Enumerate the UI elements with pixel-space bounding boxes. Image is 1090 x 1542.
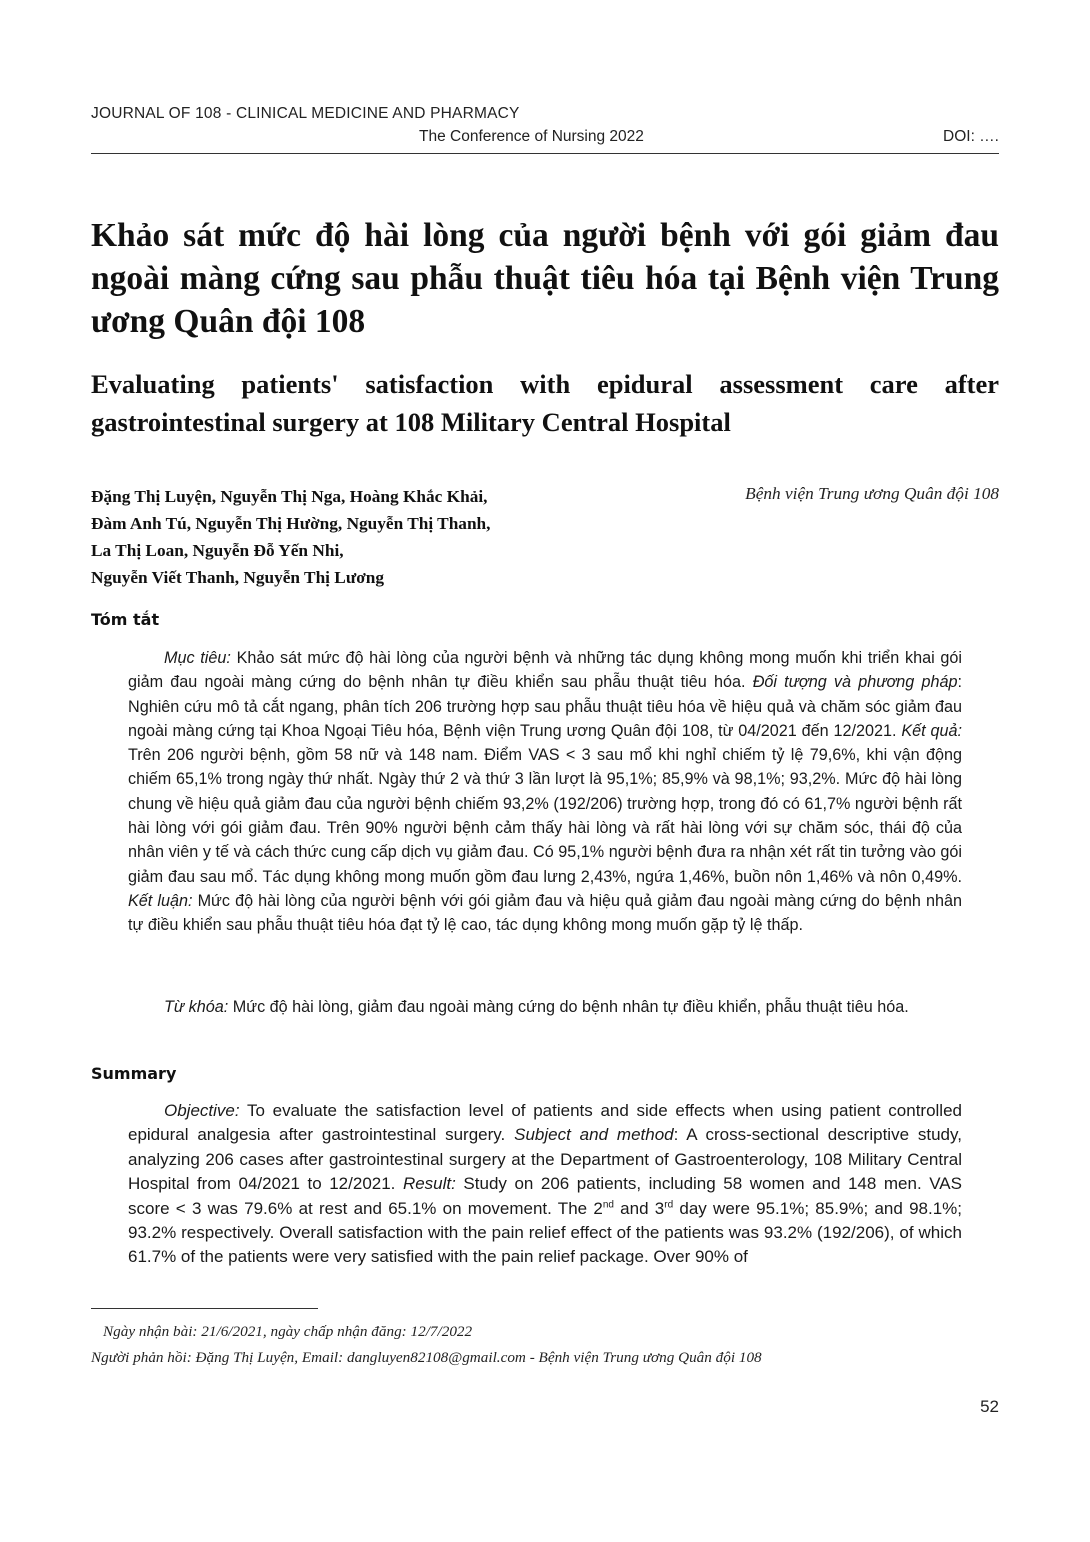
- method-label: Đối tượng và phương pháp: [752, 673, 958, 692]
- footnote-rule: [91, 1308, 318, 1309]
- abstract-en-body: [128, 1099, 962, 1270]
- objective-label: Objective:: [164, 1101, 240, 1120]
- author-line: Đàm Anh Tú, Nguyễn Thị Hường, Nguyễn Thị Thanh,: [91, 514, 491, 533]
- objective-text: To evaluate the satisfaction level of patients and side effects when using patient controlled epidural analgesia after gastrointestinal surgery.: [128, 1101, 962, 1145]
- method-text: : A cross-sectional descriptive study, analyzing 206 cases after gastrointestinal surgery at the Department of Gastroenterology, 108 Military Central Hospital from 04/2021 to 12/2021.: [128, 1125, 962, 1194]
- journal-name: JOURNAL OF 108 - CLINICAL MEDICINE AND PHARMACY: [91, 105, 520, 122]
- page-number: 52: [980, 1397, 999, 1416]
- conclusion-text: Mức độ hài lòng của người bệnh với gói giảm đau và hiệu quả giảm đau ngoài màng cứng do bệnh nhân tự điều khiển sau phẫu thuật tiêu hóa đạt tỷ lệ cao, tác dụng không mong muốn gặp tỷ lệ thấp.: [128, 891, 962, 935]
- objective-label: Mục tiêu:: [164, 649, 231, 667]
- abstract-vi-body: [128, 646, 962, 938]
- superscript-nd: nd: [602, 1198, 614, 1210]
- author-line: Đặng Thị Luyện, Nguyễn Thị Nga, Hoàng Khắc Khải,: [91, 487, 488, 506]
- result-text: Study on 206 patients, including 58 women and 148 men. VAS score < 3 was 79.6% at rest and 65.1% on movement. The 2: [128, 1174, 962, 1218]
- author-line: Nguyễn Viết Thanh, Nguyễn Thị Lương: [91, 568, 385, 587]
- result-label: Result:: [402, 1174, 456, 1194]
- title-english: Evaluating patients' satisfaction with epidural assessment care after gastrointestinal surgery at 108 Military Central Hospital: [91, 369, 999, 437]
- result-text: day were 95.1%; 85.9%; and 98.1%; 93.2% respectively. Overall satisfaction with the pain relief effect of the patients was 93.2% (192/206), of which 61.7% of the patients were very satisfied with the pain relief package. Over 90% of: [128, 1198, 963, 1267]
- method-text: : Nghiên cứu mô tả cắt ngang, phân tích 206 trường hợp sau phẫu thuật tiêu hóa về hiệu quả và chăm sóc giảm đau ngoài màng cứng tại Khoa Ngoại Tiêu hóa, Bệnh viện Trung ương Quân đội 108, từ 04/2021 đến 12/2021.: [128, 673, 962, 740]
- affiliation: Bệnh viện Trung ương Quân đội 108: [745, 484, 999, 503]
- header-rule: [91, 153, 999, 154]
- author-line: La Thị Loan, Nguyễn Đỗ Yến Nhi,: [91, 541, 344, 560]
- method-label: Subject and method: [514, 1125, 674, 1145]
- title-vietnamese: Khảo sát mức độ hài lòng của người bệnh với gói giảm đau ngoài màng cứng sau phẫu thuật tiêu hóa tại Bệnh viện Trung ương Quân đội 108: [91, 217, 999, 340]
- result-text: and 3: [613, 1198, 665, 1218]
- conclusion-label: Kết luận:: [128, 891, 193, 910]
- superscript-rd: rd: [664, 1198, 674, 1210]
- author-list: [91, 483, 611, 591]
- footnote-received: Ngày nhận bài: 21/6/2021, ngày chấp nhận đăng: 12/7/2022: [103, 1323, 473, 1340]
- result-text: Trên 206 người bệnh, gồm 58 nữ và 148 nam. Điểm VAS < 3 sau mổ khi nghỉ chiếm tỷ lệ 79,6%, khi vận động chiếm 65,1% trong ngày thứ nhất. Ngày thứ 2 và thứ 3 lần lượt là 95,1%; 85,9% và 98,1%; 93,2%. Mức độ hài lòng chung về hiệu quả giảm đau của người bệnh chiếm 93,2% (192/206) trường hợp, trong đó có 61,7% người bệnh rất hài lòng với gói giảm đau. Trên 90% người bệnh cảm thấy hài lòng và rất hài lòng với sự chăm sóc, thái độ của nhân viên y tế và cách thức cung cấp dịch vụ giảm đau. Có 95,1% người bệnh đưa ra nhận xét rất tin tưởng vào gói giảm đau sau mổ. Tác dụng không mong muốn gồm đau lưng 2,43%, ngứa 1,46%, buồn nôn 1,46% và nôn 0,49%.: [128, 746, 962, 886]
- conference-name: The Conference of Nursing 2022: [419, 128, 644, 145]
- abstract-en-heading: Summary: [91, 1064, 177, 1083]
- keywords-label: Từ khóa:: [164, 998, 229, 1016]
- abstract-vi-heading: Tóm tắt: [91, 610, 160, 629]
- footnote-correspondence: Người phản hồi: Đặng Thị Luyện, Email: dangluyen82108@gmail.com - Bệnh viện Trung ương Quân đội 108: [91, 1349, 762, 1366]
- doi-label: DOI: ….: [943, 128, 999, 145]
- result-label: Kết quả:: [901, 721, 962, 740]
- keywords-text: Mức độ hài lòng, giảm đau ngoài màng cứng do bệnh nhân tự điều khiển, phẫu thuật tiêu hóa.: [228, 998, 909, 1016]
- objective-text: Khảo sát mức độ hài lòng của người bệnh và những tác dụng không mong muốn khi triển khai gói giảm đau ngoài màng cứng do bệnh nhân tự điều khiển sau phẫu thuật tiêu hóa.: [128, 649, 962, 692]
- keywords-vi: [128, 995, 962, 1019]
